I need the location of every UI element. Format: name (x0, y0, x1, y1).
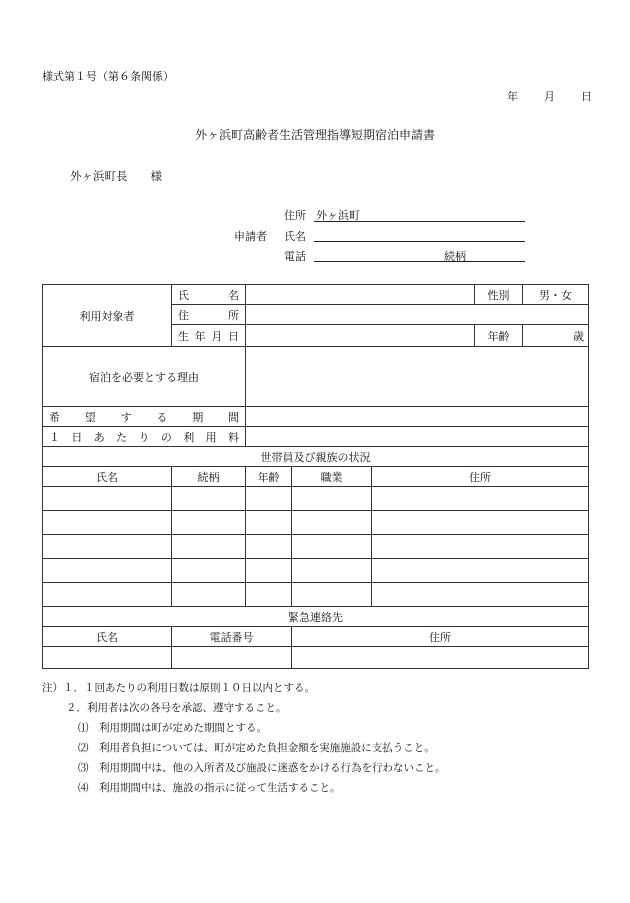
household-cell-age[interactable] (246, 559, 292, 583)
applicant-name-label: 氏名 (284, 230, 306, 243)
household-cell-age[interactable] (246, 487, 292, 511)
applicant-address-underline (314, 221, 525, 222)
household-section-title: 世帯員及び親族の状況 (43, 447, 589, 467)
household-cell-occupation[interactable] (292, 511, 372, 535)
notes (42, 678, 446, 798)
household-row (43, 511, 589, 535)
household-cell-relation[interactable] (172, 535, 246, 559)
date-day-label: 日 (581, 90, 592, 103)
emergency-cell-name[interactable] (43, 647, 172, 669)
sex-value[interactable]: 男・女 (523, 285, 589, 305)
addressee: 外ヶ浜町長 様 (70, 169, 162, 183)
desired-period-field[interactable] (246, 407, 589, 427)
emergency-header-phone: 電話番号 (172, 627, 292, 647)
emergency-section-title: 緊急連絡先 (43, 607, 589, 627)
emergency-row (43, 647, 589, 669)
user-address-field[interactable] (246, 305, 589, 325)
household-cell-relation[interactable] (172, 583, 246, 607)
applicant-phone-label: 電話 (284, 250, 306, 263)
household-cell-address[interactable] (372, 511, 589, 535)
household-row (43, 487, 589, 511)
household-cell-occupation[interactable] (292, 583, 372, 607)
household-header-relation: 続柄 (172, 467, 246, 487)
household-row (43, 583, 589, 607)
note-line: ⑵ 利用者負担については、町が定めた負担金額を実施施設に支払うこと。 (78, 742, 435, 754)
date-year-label: 年 (507, 90, 518, 103)
daily-fee-label: １ 日 あ た り の 利 用 料 (43, 427, 246, 447)
household-cell-address[interactable] (372, 487, 589, 511)
birthdate-field[interactable] (246, 325, 475, 347)
household-cell-relation[interactable] (172, 487, 246, 511)
user-address-label: 住 所 (172, 305, 246, 325)
household-header-address: 住所 (372, 467, 589, 487)
note-line: ⑶ 利用期間中は、他の入所者及び施設に迷惑をかける行為を行わないこと。 (78, 762, 446, 774)
document-title: 外ヶ浜町高齢者生活管理指導短期宿泊申請書 (194, 128, 435, 142)
applicant-address-value[interactable]: 外ヶ浜町 (316, 209, 360, 222)
household-cell-occupation[interactable] (292, 487, 372, 511)
user-name-field[interactable] (246, 285, 475, 305)
note-line: ２．利用者は次の各号を承認、遵守すること。 (66, 702, 287, 714)
age-label: 年齢 (475, 325, 523, 347)
emergency-cell-address[interactable] (292, 647, 589, 669)
user-block-label: 利用対象者 (43, 285, 172, 347)
household-cell-age[interactable] (246, 511, 292, 535)
note-line: ⑷ 利用期間中は、施設の指示に従って生活すること。 (78, 782, 341, 794)
applicant-relation-label: 続柄 (444, 250, 466, 263)
household-cell-name[interactable] (43, 487, 172, 511)
household-cell-address[interactable] (372, 583, 589, 607)
applicant-phone-field[interactable] (314, 261, 525, 262)
application-table (42, 284, 589, 669)
sex-label: 性別 (475, 285, 523, 305)
applicant-name-field[interactable] (314, 241, 525, 242)
household-row (43, 535, 589, 559)
household-header-occupation: 職業 (292, 467, 372, 487)
household-cell-age[interactable] (246, 583, 292, 607)
stay-reason-label: 宿泊を必要とする理由 (43, 347, 246, 407)
date-line (507, 88, 592, 104)
household-cell-occupation[interactable] (292, 559, 372, 583)
stay-reason-field[interactable] (246, 347, 589, 407)
household-header-name: 氏名 (43, 467, 172, 487)
household-cell-address[interactable] (372, 559, 589, 583)
household-cell-name[interactable] (43, 535, 172, 559)
household-cell-address[interactable] (372, 535, 589, 559)
age-unit[interactable]: 歳 (523, 325, 589, 347)
household-cell-name[interactable] (43, 511, 172, 535)
household-row (43, 559, 589, 583)
household-cell-occupation[interactable] (292, 535, 372, 559)
date-month-label: 月 (544, 90, 555, 103)
household-header-age: 年齢 (246, 467, 292, 487)
birthdate-label: 生 年 月 日 (172, 325, 246, 347)
note-line: 注）１．１回あたりの利用日数は原則１０日以内とする。 (42, 682, 315, 694)
user-name-label: 氏 名 (172, 285, 246, 305)
emergency-header-name: 氏名 (43, 627, 172, 647)
household-cell-relation[interactable] (172, 511, 246, 535)
applicant-label: 申請者 (234, 230, 267, 243)
desired-period-label: 希 望 す る 期 間 (43, 407, 246, 427)
daily-fee-field[interactable] (246, 427, 589, 447)
applicant-address-label: 住所 (284, 209, 306, 222)
emergency-header-address: 住所 (292, 627, 589, 647)
household-cell-name[interactable] (43, 583, 172, 607)
note-line: ⑴ 利用期間は町が定めた期間とする。 (78, 722, 267, 734)
form-reference: 様式第１号（第６条関係） (42, 70, 174, 83)
household-cell-name[interactable] (43, 559, 172, 583)
household-cell-relation[interactable] (172, 559, 246, 583)
emergency-cell-phone[interactable] (172, 647, 292, 669)
household-cell-age[interactable] (246, 535, 292, 559)
